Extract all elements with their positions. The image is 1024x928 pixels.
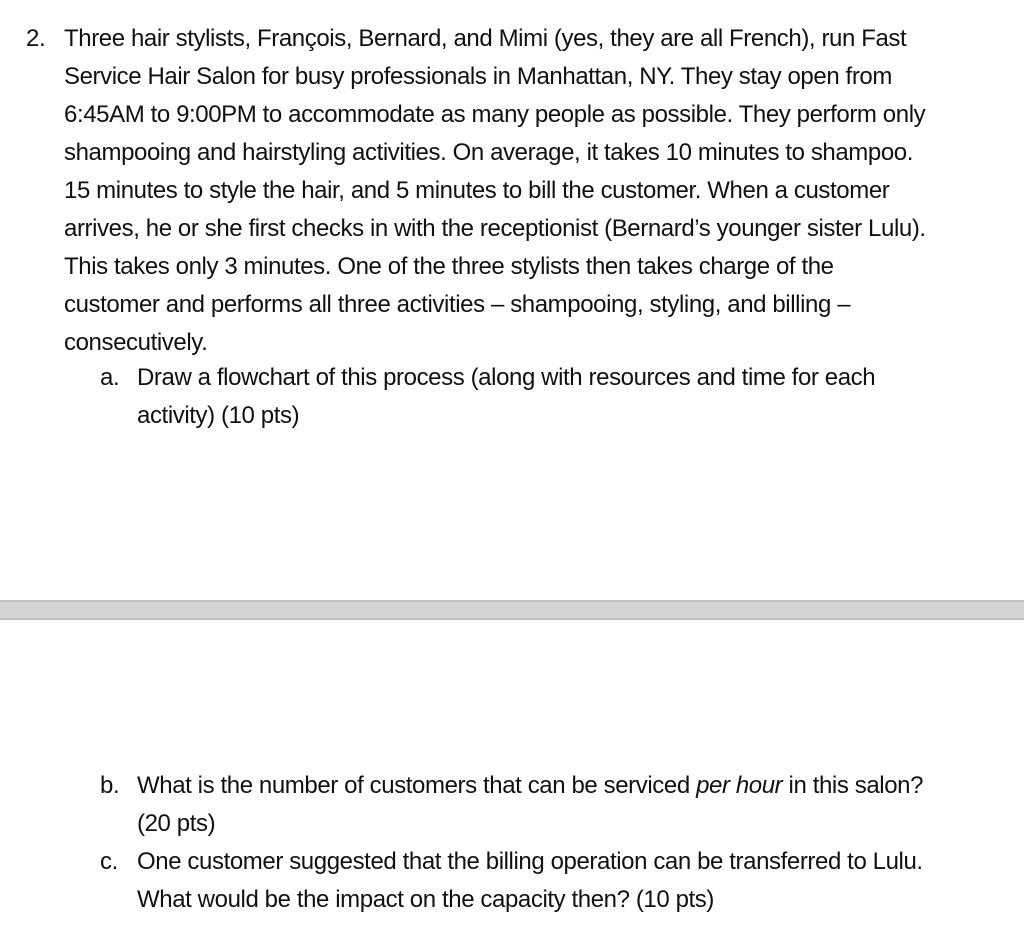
part-c-line: What would be the impact on the capacity then? (10 pts) [137,886,715,913]
part-b-text-after: in this salon? [782,772,924,799]
page-break-divider [0,600,1024,620]
question-line: shampooing and hairstyling activities. On average, it takes 10 minutes to shampoo. [64,139,914,166]
part-a-text [137,359,967,435]
page-bottom [0,620,1024,928]
part-b [100,767,960,847]
part-b-emphasis: per hour [696,772,783,799]
part-c-line: One customer suggested that the billing operation can be transferred to Lulu. [137,848,923,875]
part-b-text [137,767,967,843]
part-b-letter: b. [100,772,120,799]
question-line: arrives, he or she first checks in with the receptionist (Bernard’s younger sister Lulu). [64,215,926,242]
part-a [100,359,960,439]
part-b-line [137,767,967,805]
part-a-letter: a. [100,364,120,391]
question-line: consecutively. [64,329,208,356]
part-c [100,843,960,923]
part-a-line: activity) (10 pts) [137,402,300,429]
question-text [64,20,964,362]
question-number: 2. [26,25,46,52]
question-line: This takes only 3 minutes. One of the three stylists then takes charge of the [64,253,834,280]
part-a-line: Draw a flowchart of this process (along with resources and time for each [137,364,876,391]
part-c-text [137,843,967,919]
question-line: 15 minutes to style the hair, and 5 minutes to bill the customer. When a customer [64,177,890,204]
question-line: 6:45AM to 9:00PM to accommodate as many people as possible. They perform only [64,101,926,128]
part-b-line: (20 pts) [137,810,216,837]
question-line: customer and performs all three activities – shampooing, styling, and billing – [64,291,851,318]
question-line: Three hair stylists, François, Bernard, and Mimi (yes, they are all French), run Fast [64,25,907,52]
question-line: Service Hair Salon for busy professionals in Manhattan, NY. They stay open from [64,63,892,90]
part-b-text-before: What is the number of customers that can be serviced [137,772,697,799]
part-c-letter: c. [100,848,118,875]
